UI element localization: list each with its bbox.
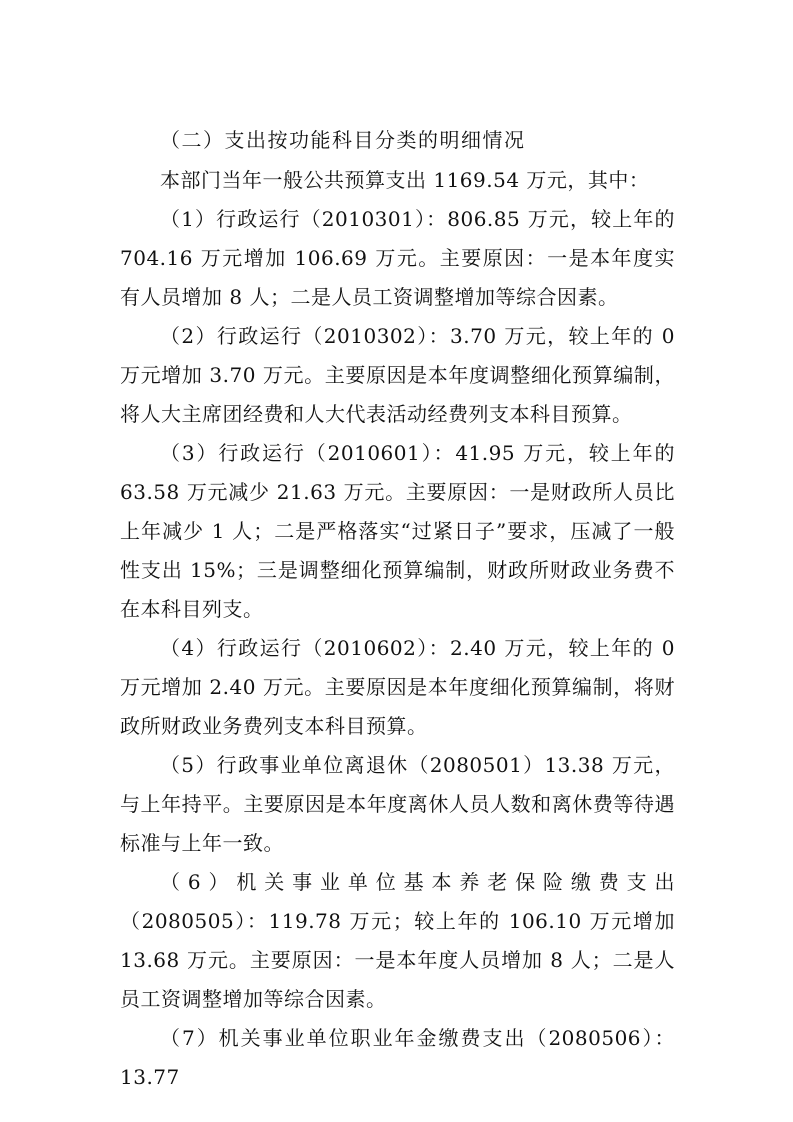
intro-paragraph: 本部门当年一般公共预算支出 1169.54 万元，其中： — [160, 168, 650, 192]
section-title: （二）支出按功能科目分类的明细情况 — [160, 128, 526, 152]
item-paragraph-2: （2）行政运行（2010302）：3.70 万元，较上年的 0 万元增加 3.70 万元。主要原因是本年度调整细化预算编制，将人大主席团经费和人大代表活动经费列支本科目预算。 — [120, 324, 675, 426]
item-paragraph-7: （7）机关事业单位职业年金缴费支出（2080506）：13.77 — [120, 1026, 675, 1089]
document-body — [120, 121, 675, 1097]
item-paragraph-6: （6）机关事业单位基本养老保险缴费支出（2080505）：119.78 万元；较上年的 106.10 万元增加 13.68 万元。主要原因：一是本年度人员增加 8 人；二是人员工资调整增加等综合因素。 — [120, 870, 675, 1011]
item-paragraph-1: （1）行政运行（2010301）：806.85 万元，较上年的 704.16 万元增加 106.69 万元。主要原因：一是本年度实有人员增加 8 人；二是人员工资调整增加等综合因素。 — [120, 207, 675, 309]
item-paragraph-3: （3）行政运行（2010601）：41.95 万元，较上年的 63.58 万元减少 21.63 万元。主要原因：一是财政所人员比上年减少 1 人；二是严格落实“过紧日子”要求，压减了一般性支出 15%；三是调整细化预算编制，财政所财政业务费不在本科目列支。 — [120, 441, 675, 621]
item-paragraph-4: （4）行政运行（2010602）：2.40 万元，较上年的 0 万元增加 2.40 万元。主要原因是本年度细化预算编制，将财政所财政业务费列支本科目预算。 — [120, 636, 675, 738]
item-paragraph-5: （5）行政事业单位离退休（2080501）13.38 万元，与上年持平。主要原因是本年度离休人员人数和离休费等待遇标准与上年一致。 — [120, 753, 675, 855]
